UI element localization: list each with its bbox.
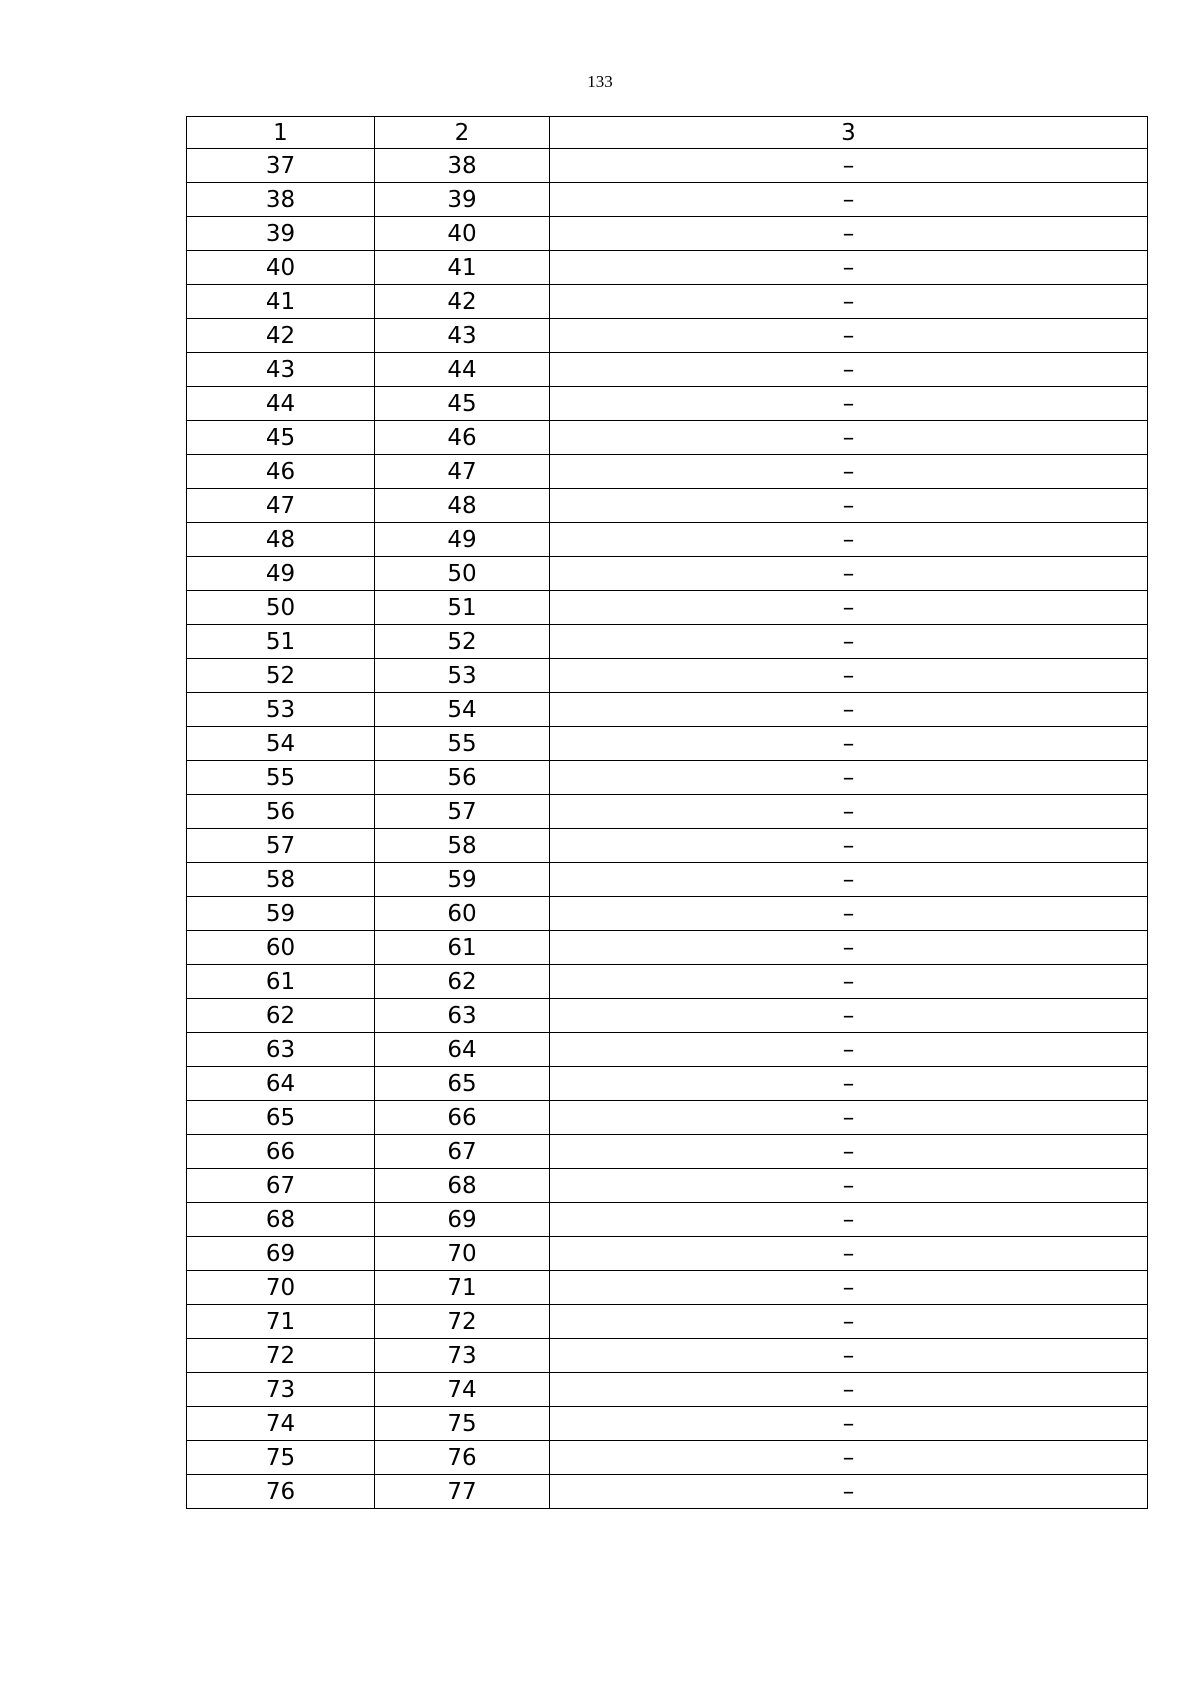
table-cell-col-3: – [550, 1305, 1148, 1339]
table-row [187, 217, 1148, 251]
table-cell-col-1: 74 [187, 1407, 375, 1441]
table-row [187, 387, 1148, 421]
table-cell-col-1: 64 [187, 1067, 375, 1101]
table-row [187, 557, 1148, 591]
table-cell-col-2: 50 [375, 557, 550, 591]
table-cell-col-1: 71 [187, 1305, 375, 1339]
table-row [187, 421, 1148, 455]
table-cell-col-1: 58 [187, 863, 375, 897]
table-cell-col-2: 43 [375, 319, 550, 353]
table-row [187, 319, 1148, 353]
table-cell-col-2: 73 [375, 1339, 550, 1373]
table-row [187, 1169, 1148, 1203]
table-cell-col-2: 77 [375, 1475, 550, 1509]
table-cell-col-1: 75 [187, 1441, 375, 1475]
table-cell-col-1: 42 [187, 319, 375, 353]
table-cell-col-1: 62 [187, 999, 375, 1033]
table-row [187, 183, 1148, 217]
table-cell-col-1: 51 [187, 625, 375, 659]
table-cell-col-3: – [550, 455, 1148, 489]
table-row [187, 625, 1148, 659]
table-cell-col-1: 47 [187, 489, 375, 523]
table-cell-col-2: 66 [375, 1101, 550, 1135]
table-cell-col-2: 70 [375, 1237, 550, 1271]
table-row [187, 1203, 1148, 1237]
table-cell-col-1: 70 [187, 1271, 375, 1305]
table-cell-col-3: – [550, 999, 1148, 1033]
table-row [187, 693, 1148, 727]
table-cell-col-3: – [550, 761, 1148, 795]
table-cell-col-1: 63 [187, 1033, 375, 1067]
table-cell-col-1: 65 [187, 1101, 375, 1135]
table-row [187, 1237, 1148, 1271]
table-cell-col-2: 59 [375, 863, 550, 897]
table-row [187, 659, 1148, 693]
table-cell-col-2: 54 [375, 693, 550, 727]
table-cell-col-2: 67 [375, 1135, 550, 1169]
table-cell-col-1: 50 [187, 591, 375, 625]
table-row [187, 1271, 1148, 1305]
table-cell-col-2: 75 [375, 1407, 550, 1441]
table-cell-col-3: – [550, 285, 1148, 319]
table-cell-col-1: 44 [187, 387, 375, 421]
column-header-3: 3 [550, 117, 1148, 149]
table-row [187, 1373, 1148, 1407]
table-cell-col-3: – [550, 1271, 1148, 1305]
table-cell-col-2: 62 [375, 965, 550, 999]
table-cell-col-1: 59 [187, 897, 375, 931]
table-cell-col-3: – [550, 727, 1148, 761]
table-cell-col-3: – [550, 965, 1148, 999]
table-cell-col-2: 53 [375, 659, 550, 693]
column-header-2: 2 [375, 117, 550, 149]
table-row [187, 999, 1148, 1033]
table-cell-col-3: – [550, 421, 1148, 455]
table-cell-col-2: 60 [375, 897, 550, 931]
column-header-1: 1 [187, 117, 375, 149]
table-cell-col-3: – [550, 251, 1148, 285]
table-row [187, 591, 1148, 625]
table-cell-col-3: – [550, 1067, 1148, 1101]
table-body [187, 149, 1148, 1509]
table-row [187, 1407, 1148, 1441]
table-row [187, 795, 1148, 829]
table-cell-col-3: – [550, 659, 1148, 693]
table-cell-col-2: 65 [375, 1067, 550, 1101]
table-cell-col-1: 48 [187, 523, 375, 557]
table-header [187, 117, 1148, 149]
table-cell-col-1: 38 [187, 183, 375, 217]
table-cell-col-3: – [550, 897, 1148, 931]
table-cell-col-3: – [550, 1441, 1148, 1475]
table-cell-col-1: 37 [187, 149, 375, 183]
table-row [187, 965, 1148, 999]
table-cell-col-2: 38 [375, 149, 550, 183]
table-cell-col-2: 42 [375, 285, 550, 319]
table-cell-col-2: 45 [375, 387, 550, 421]
table-cell-col-2: 71 [375, 1271, 550, 1305]
table-cell-col-1: 46 [187, 455, 375, 489]
table-row [187, 863, 1148, 897]
table-cell-col-3: – [550, 387, 1148, 421]
table-row [187, 523, 1148, 557]
table-row [187, 353, 1148, 387]
table-cell-col-3: – [550, 1339, 1148, 1373]
table-cell-col-1: 52 [187, 659, 375, 693]
table-row [187, 149, 1148, 183]
table-cell-col-3: – [550, 489, 1148, 523]
table-cell-col-3: – [550, 625, 1148, 659]
table-row [187, 489, 1148, 523]
table-row [187, 761, 1148, 795]
table-cell-col-2: 72 [375, 1305, 550, 1339]
table-cell-col-3: – [550, 931, 1148, 965]
data-table [186, 116, 1148, 1509]
table-cell-col-1: 76 [187, 1475, 375, 1509]
table-cell-col-2: 52 [375, 625, 550, 659]
table-cell-col-1: 39 [187, 217, 375, 251]
table-row [187, 1441, 1148, 1475]
table-cell-col-2: 51 [375, 591, 550, 625]
table-cell-col-1: 53 [187, 693, 375, 727]
table-cell-col-1: 49 [187, 557, 375, 591]
table-row [187, 285, 1148, 319]
table-row [187, 1305, 1148, 1339]
table-cell-col-1: 73 [187, 1373, 375, 1407]
table-row [187, 931, 1148, 965]
table-cell-col-3: – [550, 183, 1148, 217]
table-cell-col-3: – [550, 863, 1148, 897]
table-cell-col-1: 41 [187, 285, 375, 319]
table-cell-col-2: 58 [375, 829, 550, 863]
table-cell-col-3: – [550, 217, 1148, 251]
page-number: 133 [587, 72, 613, 91]
table-cell-col-1: 66 [187, 1135, 375, 1169]
table-row [187, 829, 1148, 863]
table-cell-col-3: – [550, 1169, 1148, 1203]
table-cell-col-2: 56 [375, 761, 550, 795]
table-cell-col-2: 40 [375, 217, 550, 251]
table-row [187, 1101, 1148, 1135]
table-row [187, 251, 1148, 285]
table-row [187, 1475, 1148, 1509]
table-cell-col-3: – [550, 1475, 1148, 1509]
table-cell-col-3: – [550, 319, 1148, 353]
table-cell-col-1: 55 [187, 761, 375, 795]
table-cell-col-2: 46 [375, 421, 550, 455]
table-row [187, 1135, 1148, 1169]
table-cell-col-3: – [550, 1135, 1148, 1169]
table-cell-col-2: 68 [375, 1169, 550, 1203]
table-cell-col-3: – [550, 149, 1148, 183]
table-cell-col-3: – [550, 353, 1148, 387]
table-cell-col-3: – [550, 693, 1148, 727]
table-cell-col-1: 67 [187, 1169, 375, 1203]
table-cell-col-3: – [550, 591, 1148, 625]
table-row [187, 727, 1148, 761]
table-cell-col-1: 45 [187, 421, 375, 455]
table-row [187, 455, 1148, 489]
table-cell-col-2: 63 [375, 999, 550, 1033]
table-cell-col-1: 68 [187, 1203, 375, 1237]
table-cell-col-2: 76 [375, 1441, 550, 1475]
table-cell-col-1: 72 [187, 1339, 375, 1373]
table-cell-col-3: – [550, 1237, 1148, 1271]
table-cell-col-1: 54 [187, 727, 375, 761]
table-cell-col-3: – [550, 1033, 1148, 1067]
table-row [187, 1339, 1148, 1373]
table-cell-col-3: – [550, 1373, 1148, 1407]
table-cell-col-3: – [550, 557, 1148, 591]
table-cell-col-3: – [550, 523, 1148, 557]
table-cell-col-1: 40 [187, 251, 375, 285]
table-cell-col-2: 47 [375, 455, 550, 489]
table-cell-col-3: – [550, 829, 1148, 863]
table-cell-col-1: 57 [187, 829, 375, 863]
table-cell-col-2: 61 [375, 931, 550, 965]
table-cell-col-1: 61 [187, 965, 375, 999]
table-cell-col-2: 57 [375, 795, 550, 829]
table-cell-col-3: – [550, 1101, 1148, 1135]
table-cell-col-3: – [550, 1203, 1148, 1237]
table-cell-col-2: 49 [375, 523, 550, 557]
table-cell-col-2: 74 [375, 1373, 550, 1407]
table-cell-col-2: 44 [375, 353, 550, 387]
table-cell-col-2: 69 [375, 1203, 550, 1237]
table-cell-col-3: – [550, 1407, 1148, 1441]
table-cell-col-1: 56 [187, 795, 375, 829]
table-cell-col-1: 69 [187, 1237, 375, 1271]
table-row [187, 1033, 1148, 1067]
table-cell-col-2: 39 [375, 183, 550, 217]
table-cell-col-2: 55 [375, 727, 550, 761]
table-cell-col-2: 64 [375, 1033, 550, 1067]
table-cell-col-1: 60 [187, 931, 375, 965]
table-cell-col-2: 48 [375, 489, 550, 523]
table-cell-col-1: 43 [187, 353, 375, 387]
table-row [187, 897, 1148, 931]
header-row [187, 117, 1148, 149]
table-cell-col-3: – [550, 795, 1148, 829]
table-row [187, 1067, 1148, 1101]
table-cell-col-2: 41 [375, 251, 550, 285]
